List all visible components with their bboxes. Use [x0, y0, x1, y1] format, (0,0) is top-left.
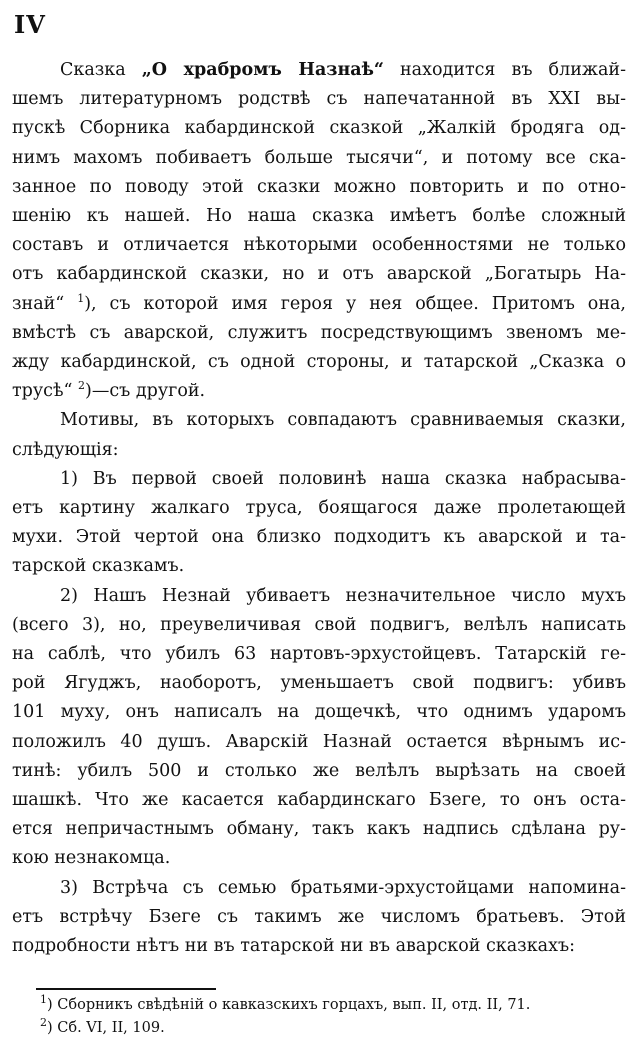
paragraph: [12, 465, 626, 582]
text-line: [12, 56, 626, 85]
text-run: шенію къ нашей. Но наша сказка имѣетъ болѣе сложный: [12, 206, 626, 227]
footnote-number: 1: [40, 993, 47, 1007]
text-run: 101 муху, онъ написалъ на дощечкѣ, что однимъ ударомъ: [12, 702, 626, 723]
footnote-marker: 1: [77, 291, 85, 305]
text-run: 2) Нашъ Незнай убиваетъ незначительное число мухъ: [60, 585, 626, 606]
text-run: вмѣстѣ съ аварской, служитъ посредствующимъ звеномъ ме-: [12, 322, 626, 343]
text-run: нимъ махомъ побиваетъ больше тысячи“, и потому все ска-: [12, 147, 626, 168]
text-run: находится въ ближай-: [383, 60, 626, 80]
paragraph: [12, 406, 626, 464]
text-run: тинѣ: убилъ 500 и столько же велѣлъ вырѣзать на своей: [12, 760, 626, 781]
text-run: шашкѣ. Что же касается кабардинскаго Бзеге, то онъ оста-: [12, 790, 626, 811]
text-line: [12, 640, 626, 669]
text-run: рой Ягуджъ, наоборотъ, уменьшаетъ свой подвигъ: убивъ: [12, 673, 626, 694]
text-line: [12, 844, 626, 873]
footnote-text: ) Сборникъ свѣдѣній о кавказскихъ горцахъ, вып. II, отд. II, 71.: [47, 997, 531, 1013]
footnote: [40, 1017, 530, 1040]
text-run: тарской сказкамъ.: [12, 556, 185, 577]
text-run: 3) Встрѣча съ семью братьями-эрхустойцами напомина-: [60, 877, 626, 898]
footnote: [40, 994, 530, 1017]
text-run: занное по поводу этой сказки можно повторить и по отно-: [12, 176, 626, 197]
text-line: [12, 114, 626, 143]
text-run: 1) Въ первой своей половинѣ наша сказка набрасыва-: [60, 468, 626, 489]
paragraph: [12, 874, 626, 962]
text-line: [12, 669, 626, 698]
text-line: [12, 611, 626, 640]
text-run: (всего 3), но, преувеличивая свой подвигъ, велѣлъ написать: [12, 614, 626, 635]
text-run: составъ и отличается нѣкоторыми особенностями не только: [12, 235, 626, 256]
text-line: [12, 436, 626, 465]
text-run: )—съ другой.: [85, 381, 206, 402]
text-run: пускѣ Сборника кабардинской сказкой „Жалкій бродяга од-: [12, 118, 626, 139]
text-run: положилъ 40 душъ. Аварскій Назнай остается вѣрнымъ ис-: [12, 731, 626, 752]
text-line: [12, 494, 626, 523]
text-line: [12, 815, 626, 844]
text-line: [12, 319, 626, 348]
text-line: [12, 728, 626, 757]
footnote-divider: [36, 988, 216, 990]
text-run: кою незнакомца.: [12, 848, 171, 869]
text-run: слѣдующія:: [12, 439, 119, 460]
tale-title: „О храбромъ Назнаѣ“: [141, 60, 384, 80]
text-run: шемъ литературномъ родствѣ съ напечатанной въ XXI вы-: [12, 89, 626, 110]
text-run: етъ картину жалкаго труса, боящагося даже пролетающей: [12, 498, 626, 519]
text-line: [12, 231, 626, 260]
text-line: [12, 144, 626, 173]
text-run: жду кабардинской, съ одной стороны, и татарской „Сказка о: [12, 352, 626, 373]
text-run: ), съ которой имя героя у нея общее. Притомъ она,: [84, 293, 626, 314]
text-run: отъ кабардинской сказки, но и отъ аварской „Богатырь На-: [12, 264, 626, 285]
text-line: [12, 523, 626, 552]
paragraph: [12, 582, 626, 874]
text-line: [12, 290, 626, 319]
paragraph: [12, 56, 626, 406]
text-line: [12, 377, 626, 406]
text-run: ется непричастнымъ обману, такъ какъ надпись сдѣлана ру-: [12, 819, 626, 840]
body-text: [12, 56, 626, 961]
text-line: [12, 260, 626, 289]
text-line: [12, 932, 626, 961]
page-number: IV: [14, 10, 46, 39]
text-line: [12, 757, 626, 786]
text-line: [12, 582, 626, 611]
text-run: знай“: [12, 293, 78, 314]
text-line: [12, 552, 626, 581]
text-run: на саблѣ, что убилъ 63 нартовъ-эрхустойцевъ. Татарскій ге-: [12, 644, 626, 665]
text-line: [12, 786, 626, 815]
footnote-text: ) Сб. VI, II, 109.: [47, 1020, 165, 1036]
text-run: подробности нѣтъ ни въ татарской ни въ аварской сказкахъ:: [12, 936, 575, 957]
text-line: [12, 85, 626, 114]
text-line: [12, 202, 626, 231]
footnote-number: 2: [40, 1016, 47, 1030]
text-line: [12, 173, 626, 202]
text-run: Мотивы, въ которыхъ совпадаютъ сравниваемыя сказки,: [60, 410, 626, 431]
footnote-marker: 2: [78, 379, 86, 393]
text-line: [12, 465, 626, 494]
text-run: трусѣ“: [12, 381, 79, 402]
text-line: [12, 698, 626, 727]
text-run: мухи. Этой чертой она близко подходитъ къ аварской и та-: [12, 527, 626, 548]
text-run: етъ встрѣчу Бзеге съ такимъ же числомъ братьевъ. Этой: [12, 906, 626, 927]
text-line: [12, 903, 626, 932]
text-run: Сказка: [60, 60, 142, 80]
text-line: [12, 348, 626, 377]
footnotes: [40, 994, 530, 1040]
text-line: [12, 874, 626, 903]
text-line: [12, 406, 626, 435]
